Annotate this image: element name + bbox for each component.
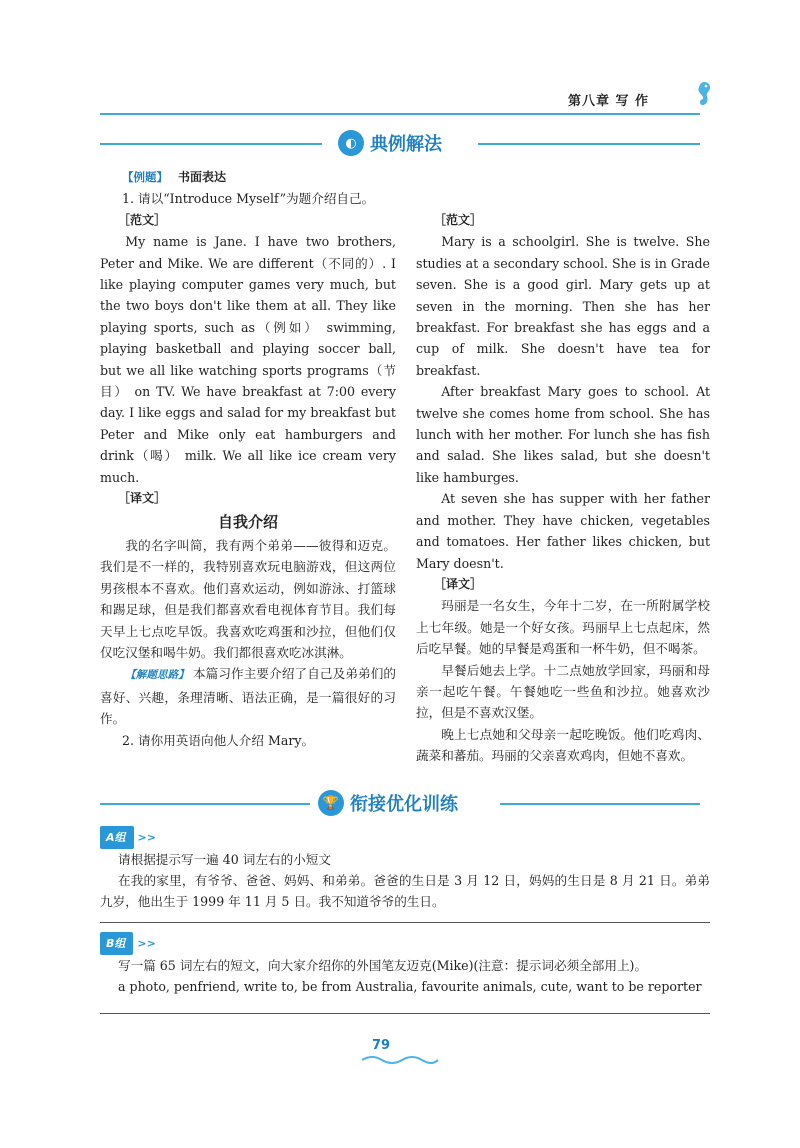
group-b-badge: B组: [100, 932, 133, 955]
model2-paragraph-2: After breakfast Mary goes to school. At twelve she comes home from school. She has lunch with her mother. For lunch she has fish and salad. She likes salad, but she doesn't like hamburges.: [416, 384, 710, 485]
translation-text: 我的名字叫简，我有两个弟弟——彼得和迈克。我们是不一样的，我特别喜欢玩电脑游戏，但这两位男孩根本不喜欢。他们喜欢运动，例如游泳、打篮球和踢足球，但是我们都喜欢看电视体育节目。我们每天早上七点吃早饭。我喜欢吃鸡蛋和沙拉，但他们仅仅吃汉堡和喝牛奶。我们都很喜欢吃冰淇淋。: [100, 537, 396, 660]
group-b: [100, 932, 710, 997]
model2-paragraph-1: Mary is a schoolgirl. She is twelve. She studies at a secondary school. She is in Grade seven. She is a good girl. Mary gets up at seven in the morning. Then she has her breakfast. For breakfast she has eggs and a cup of milk. She doesn't have tea for breakfast.: [416, 234, 710, 378]
wave-icon: [360, 1052, 440, 1066]
model2-label: ［范文］: [434, 213, 483, 227]
section1-heading: [338, 130, 442, 156]
section1-title: 典例解法: [370, 134, 442, 155]
header-rule: [100, 113, 700, 115]
group-a-arrows: >>: [137, 831, 156, 844]
group-a: [100, 826, 710, 912]
model-text: My name is Jane. I have two brothers, Peter and Mike. We are different（不同的）. I like playing computer games very much, but the two boys don't like them at all. They like playing sports, such as（例如） swimming, playing basketball and playing soccer ball, but we all like watching sports programs（节目） on TV. We have breakfast at 7:00 every day. I like eggs and salad for my breakfast but Peter and Mike only eat hamburgers and drink（喝） milk. We all like ice cream very much.: [100, 234, 396, 485]
divider-b: [100, 1013, 710, 1014]
seahorse-icon: [692, 80, 716, 108]
translation2-paragraph-3: 晚上七点她和父母亲一起吃晚饭。他们吃鸡肉、蔬菜和蕃茄。玛丽的父亲喜欢鸡肉，但她不喜欢。: [416, 726, 710, 764]
left-column: [100, 166, 396, 751]
translation2-label: ［译文］: [434, 576, 483, 591]
section1-left-line: [100, 143, 322, 145]
group-a-text: 在我的家里，有爷爷、爸爸、妈妈、和弟弟。爸爸的生日是 3 月 12 日，妈妈的生日是 8 月 21 日。弟弟九岁，他出生于 1999 年 11 月 5 日。我不知道爷爷的生日。: [100, 873, 710, 909]
section1-right-line: [478, 143, 700, 145]
model-label: ［范文］: [118, 212, 167, 227]
question-2: 2. 请你用英语向他人介绍 Mary。: [122, 732, 315, 748]
group-b-arrows: >>: [137, 937, 156, 950]
group-b-prompt: 写一篇 65 词左右的短文，向大家介绍你的外国笔友迈克(Mike)(注意：提示词必须全部用上)。: [118, 958, 648, 973]
example-tag: 【例题】: [122, 170, 168, 184]
page-number: 79: [372, 1038, 391, 1053]
tip-tag: 【解题思路】: [125, 669, 189, 682]
translation-label: ［译文］: [118, 491, 167, 506]
chapter-title: 第八章 写 作: [568, 94, 650, 109]
section2-left-line: [100, 803, 310, 805]
group-a-prompt: 请根据提示写一遍 40 词左右的小短文: [118, 852, 331, 867]
section2-right-line: [500, 803, 700, 805]
tip-text: 本篇习作主要介绍了自己及弟弟们的喜好、兴趣，条理清晰、语法正确，是一篇很好的习作。: [100, 666, 397, 727]
section2-heading: [318, 790, 458, 816]
question-1: 1. 请以“Introduce Myself”为题介绍自己。: [122, 191, 375, 207]
section2-title: 衔接优化训练: [350, 794, 458, 815]
example-type: 书面表达: [178, 170, 227, 184]
right-column: [416, 210, 710, 767]
globe-book-icon: ◐: [338, 130, 364, 156]
model2-paragraph-3: At seven she has supper with her father and mother. They have chicken, vegetables and tomatoes. Her father likes chicken, but Mary doesn't.: [416, 491, 710, 571]
divider-a: [100, 922, 710, 923]
translation2-paragraph-2: 早餐后她去上学。十二点她放学回家，玛丽和母亲一起吃午餐。午餐她吃一些鱼和沙拉。她喜欢沙拉，但是不喜欢汉堡。: [416, 662, 710, 721]
group-b-keywords: a photo, penfriend, write to, be from Australia, favourite animals, cute, want to be reporter: [118, 979, 702, 994]
translation-title: 自我介绍: [217, 512, 278, 531]
translation2-paragraph-1: 玛丽是一名女生，今年十二岁，在一所附属学校上七年级。她是一个好女孩。玛丽早上七点起床，然后吃早餐。她的早餐是鸡蛋和一杯牛奶，但不喝茶。: [416, 598, 710, 657]
group-a-badge: A组: [100, 826, 134, 849]
trophy-icon: 🏆: [318, 790, 344, 816]
